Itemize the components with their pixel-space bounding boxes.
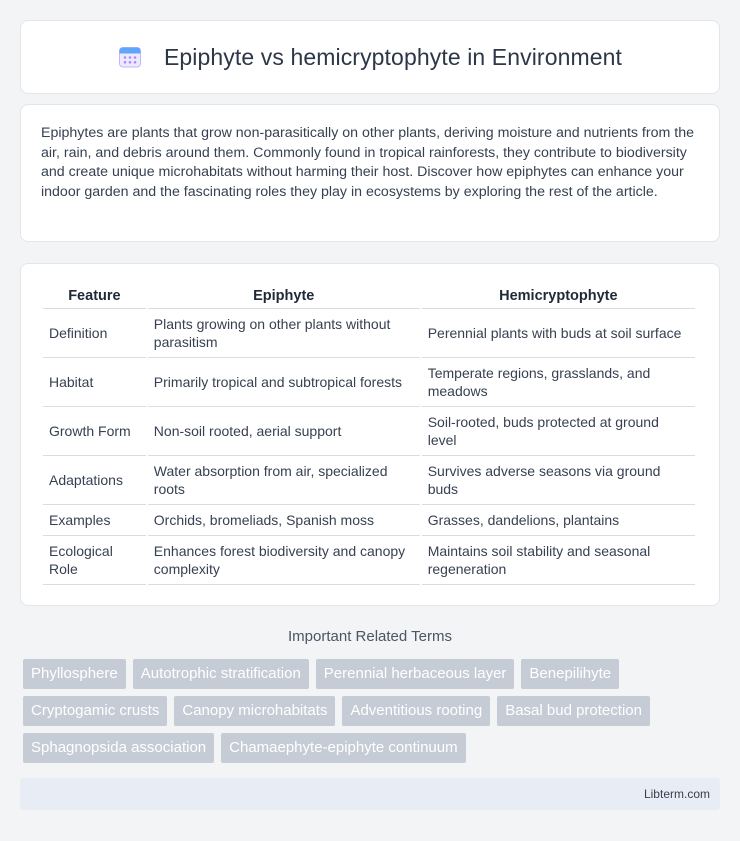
header-epiphyte: Epiphyte: [148, 285, 420, 309]
epiphyte-cell: Enhances forest biodiversity and canopy complexity: [148, 536, 420, 585]
table-header-row: [43, 285, 695, 309]
header-feature: Feature: [43, 285, 146, 309]
feature-cell: Adaptations: [43, 456, 146, 505]
footer: [20, 778, 720, 810]
hemicryptophyte-cell: Grasses, dandelions, plantains: [422, 505, 695, 536]
related-term-tag[interactable]: Perennial herbaceous layer: [316, 659, 515, 689]
table-row: [43, 358, 695, 407]
page-title: Epiphyte vs hemicryptophyte in Environment: [163, 43, 623, 70]
comparison-card: [20, 263, 720, 606]
header-hemicryptophyte: Hemicryptophyte: [422, 285, 695, 309]
related-term-tag[interactable]: Sphagnopsida association: [23, 733, 214, 763]
hemicryptophyte-cell: Perennial plants with buds at soil surface: [422, 309, 695, 358]
feature-cell: Definition: [43, 309, 146, 358]
calendar-icon: [118, 45, 142, 69]
header-card: [20, 20, 720, 94]
related-term-tag[interactable]: Canopy microhabitats: [174, 696, 335, 726]
comparison-table: [41, 285, 697, 585]
related-terms-list: [23, 659, 723, 763]
feature-cell: Ecological Role: [43, 536, 146, 585]
intro-card: [20, 104, 720, 242]
epiphyte-cell: Plants growing on other plants without parasitism: [148, 309, 420, 358]
footer-site-link[interactable]: Libterm.com: [643, 787, 710, 801]
related-term-tag[interactable]: Adventitious rooting: [342, 696, 490, 726]
related-terms-heading: Important Related Terms: [288, 628, 452, 645]
related-term-tag[interactable]: Benepilihyte: [521, 659, 619, 689]
table-row: [43, 407, 695, 456]
epiphyte-cell: Water absorption from air, specialized roots: [148, 456, 420, 505]
hemicryptophyte-cell: Survives adverse seasons via ground buds: [422, 456, 695, 505]
related-term-tag[interactable]: Phyllosphere: [23, 659, 126, 689]
feature-cell: Growth Form: [43, 407, 146, 456]
related-term-tag[interactable]: Chamaephyte-epiphyte continuum: [221, 733, 465, 763]
hemicryptophyte-cell: Temperate regions, grasslands, and meadows: [422, 358, 695, 407]
header: [118, 44, 622, 71]
table-row: [43, 536, 695, 585]
hemicryptophyte-cell: Maintains soil stability and seasonal regeneration: [422, 536, 695, 585]
hemicryptophyte-cell: Soil-rooted, buds protected at ground level: [422, 407, 695, 456]
feature-cell: Habitat: [43, 358, 146, 407]
epiphyte-cell: Non-soil rooted, aerial support: [148, 407, 420, 456]
epiphyte-cell: Primarily tropical and subtropical forests: [148, 358, 420, 407]
table-row: [43, 456, 695, 505]
intro-text: Epiphytes are plants that grow non-parasitically on other plants, deriving moisture and nutrients from the air, rain, and debris around them. Commonly found in tropical rainforests, they contribute to biodiversity and create unique microhabitats without harming their host. Discover how epiphytes can enhance your indoor garden and the fascinating roles they play in ecosystems by exploring the rest of the article.: [41, 125, 694, 200]
related-term-tag[interactable]: Basal bud protection: [497, 696, 650, 726]
epiphyte-cell: Orchids, bromeliads, Spanish moss: [148, 505, 420, 536]
table-row: [43, 309, 695, 358]
feature-cell: Examples: [43, 505, 146, 536]
related-term-tag[interactable]: Cryptogamic crusts: [23, 696, 167, 726]
related-term-tag[interactable]: Autotrophic stratification: [133, 659, 309, 689]
table-row: [43, 505, 695, 536]
